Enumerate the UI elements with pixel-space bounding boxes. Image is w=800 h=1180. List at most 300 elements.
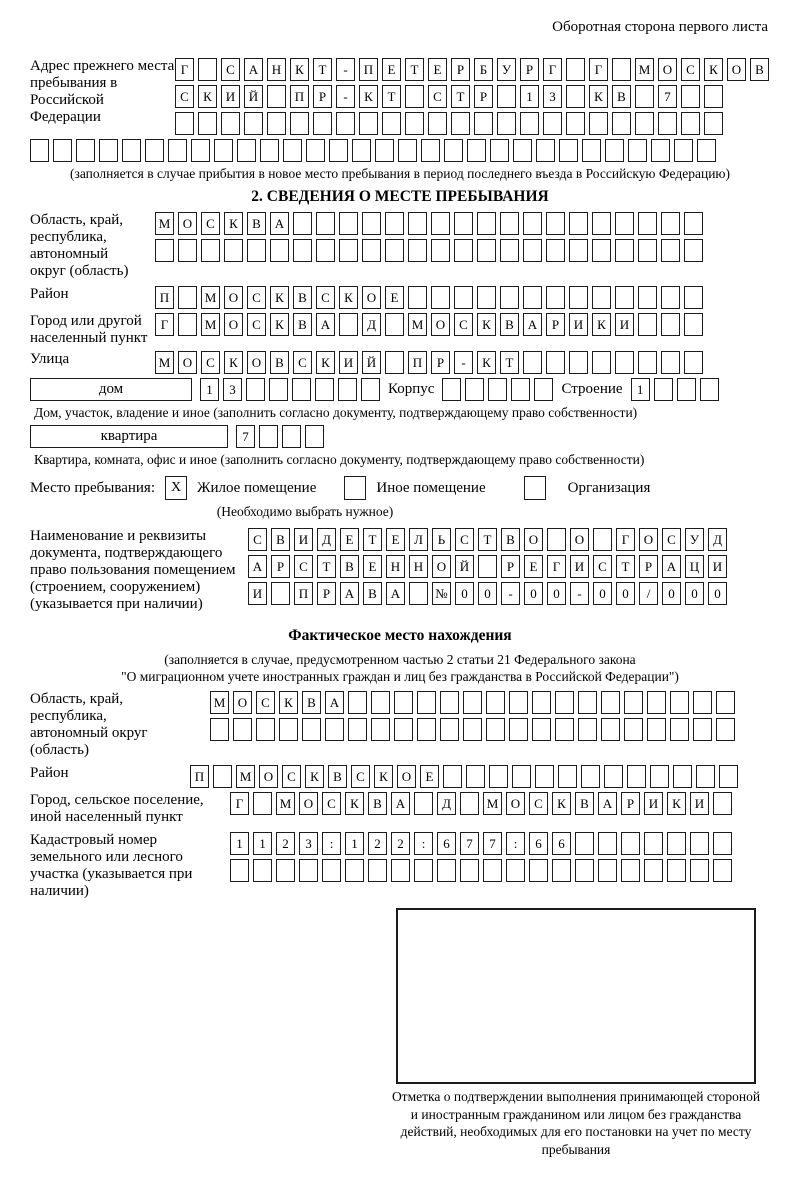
char-cell[interactable]: В: [340, 555, 359, 578]
char-cell[interactable]: С: [454, 313, 473, 336]
char-cell[interactable]: [534, 378, 553, 401]
char-cell[interactable]: К: [316, 351, 335, 374]
char-cell[interactable]: 3: [543, 85, 562, 108]
char-cell[interactable]: [348, 691, 367, 714]
char-cell[interactable]: [30, 139, 49, 162]
char-cell[interactable]: Д: [708, 528, 727, 551]
char-cell[interactable]: О: [658, 58, 677, 81]
char-cell[interactable]: [270, 239, 289, 262]
char-cell[interactable]: [489, 765, 508, 788]
char-cell[interactable]: Р: [431, 351, 450, 374]
char-cell[interactable]: [569, 212, 588, 235]
char-cell[interactable]: [394, 691, 413, 714]
char-cell[interactable]: [582, 139, 601, 162]
char-cell[interactable]: [451, 112, 470, 135]
char-cell[interactable]: К: [477, 313, 496, 336]
char-cell[interactable]: [316, 239, 335, 262]
char-cell[interactable]: Н: [409, 555, 428, 578]
char-cell[interactable]: 7: [483, 832, 502, 855]
char-cell[interactable]: 7: [658, 85, 677, 108]
char-cell[interactable]: Ц: [685, 555, 704, 578]
char-cell[interactable]: [693, 718, 712, 741]
char-cell[interactable]: [145, 139, 164, 162]
char-cell[interactable]: [385, 351, 404, 374]
char-cell[interactable]: /: [639, 582, 658, 605]
char-cell[interactable]: [543, 112, 562, 135]
char-cell[interactable]: 0: [708, 582, 727, 605]
char-cell[interactable]: [684, 313, 703, 336]
char-cell[interactable]: [558, 765, 577, 788]
char-cell[interactable]: [385, 212, 404, 235]
char-cell[interactable]: Т: [478, 528, 497, 551]
char-cell[interactable]: Р: [621, 792, 640, 815]
char-cell[interactable]: А: [662, 555, 681, 578]
char-cell[interactable]: [677, 378, 696, 401]
char-cell[interactable]: О: [727, 58, 746, 81]
char-cell[interactable]: [500, 286, 519, 309]
char-cell[interactable]: [638, 239, 657, 262]
char-cell[interactable]: [443, 765, 462, 788]
char-cell[interactable]: [509, 718, 528, 741]
char-cell[interactable]: [651, 139, 670, 162]
char-cell[interactable]: Г: [230, 792, 249, 815]
char-cell[interactable]: [371, 691, 390, 714]
char-cell[interactable]: [546, 351, 565, 374]
char-cell[interactable]: [598, 832, 617, 855]
char-cell[interactable]: [421, 139, 440, 162]
char-cell[interactable]: М: [201, 313, 220, 336]
char-cell[interactable]: [592, 212, 611, 235]
char-cell[interactable]: [221, 112, 240, 135]
char-cell[interactable]: [375, 139, 394, 162]
char-cell[interactable]: [684, 286, 703, 309]
char-cell[interactable]: [593, 528, 612, 551]
char-cell[interactable]: Г: [589, 58, 608, 81]
char-cell[interactable]: 0: [616, 582, 635, 605]
char-cell[interactable]: [650, 765, 669, 788]
char-cell[interactable]: [704, 112, 723, 135]
char-cell[interactable]: [592, 239, 611, 262]
char-cell[interactable]: [213, 765, 232, 788]
char-cell[interactable]: Р: [451, 58, 470, 81]
char-cell[interactable]: Р: [271, 555, 290, 578]
char-cell[interactable]: [644, 859, 663, 882]
char-cell[interactable]: В: [575, 792, 594, 815]
char-cell[interactable]: [647, 718, 666, 741]
char-cell[interactable]: Е: [420, 765, 439, 788]
char-cell[interactable]: К: [359, 85, 378, 108]
char-cell[interactable]: [440, 718, 459, 741]
char-cell[interactable]: [292, 378, 311, 401]
char-cell[interactable]: Н: [267, 58, 286, 81]
char-cell[interactable]: [283, 139, 302, 162]
char-cell[interactable]: Т: [313, 58, 332, 81]
char-cell[interactable]: Д: [362, 313, 381, 336]
char-cell[interactable]: [247, 239, 266, 262]
char-cell[interactable]: И: [690, 792, 709, 815]
char-cell[interactable]: М: [210, 691, 229, 714]
char-cell[interactable]: В: [328, 765, 347, 788]
char-cell[interactable]: М: [635, 58, 654, 81]
char-cell[interactable]: Е: [386, 528, 405, 551]
char-cell[interactable]: [670, 718, 689, 741]
char-cell[interactable]: К: [552, 792, 571, 815]
char-cell[interactable]: И: [339, 351, 358, 374]
char-cell[interactable]: О: [431, 313, 450, 336]
char-cell[interactable]: Н: [386, 555, 405, 578]
char-cell[interactable]: [305, 425, 324, 448]
char-cell[interactable]: [483, 859, 502, 882]
char-cell[interactable]: Р: [520, 58, 539, 81]
char-cell[interactable]: 1: [200, 378, 219, 401]
char-cell[interactable]: [598, 859, 617, 882]
char-cell[interactable]: [500, 212, 519, 235]
char-cell[interactable]: И: [615, 313, 634, 336]
char-cell[interactable]: С: [593, 555, 612, 578]
char-cell[interactable]: [635, 112, 654, 135]
char-cell[interactable]: [198, 112, 217, 135]
char-cell[interactable]: [405, 112, 424, 135]
char-cell[interactable]: [336, 112, 355, 135]
char-cell[interactable]: Е: [382, 58, 401, 81]
char-cell[interactable]: О: [362, 286, 381, 309]
char-cell[interactable]: И: [570, 555, 589, 578]
char-cell[interactable]: [440, 691, 459, 714]
char-cell[interactable]: П: [190, 765, 209, 788]
char-cell[interactable]: 1: [520, 85, 539, 108]
char-cell[interactable]: [405, 85, 424, 108]
char-cell[interactable]: К: [589, 85, 608, 108]
char-cell[interactable]: Л: [409, 528, 428, 551]
char-cell[interactable]: -: [336, 85, 355, 108]
char-cell[interactable]: С: [428, 85, 447, 108]
char-cell[interactable]: [168, 139, 187, 162]
char-cell[interactable]: [269, 378, 288, 401]
char-cell[interactable]: [697, 139, 716, 162]
char-cell[interactable]: Д: [317, 528, 336, 551]
char-cell[interactable]: М: [155, 212, 174, 235]
char-cell[interactable]: П: [359, 58, 378, 81]
char-cell[interactable]: С: [248, 528, 267, 551]
char-cell[interactable]: [719, 765, 738, 788]
char-cell[interactable]: [605, 139, 624, 162]
char-cell[interactable]: [509, 691, 528, 714]
char-cell[interactable]: С: [175, 85, 194, 108]
char-cell[interactable]: [654, 378, 673, 401]
char-cell[interactable]: [552, 859, 571, 882]
char-cell[interactable]: [690, 832, 709, 855]
char-cell[interactable]: [260, 139, 279, 162]
char-cell[interactable]: [244, 112, 263, 135]
char-cell[interactable]: [661, 351, 680, 374]
char-cell[interactable]: Й: [362, 351, 381, 374]
char-cell[interactable]: [394, 718, 413, 741]
char-cell[interactable]: [371, 718, 390, 741]
char-cell[interactable]: [592, 351, 611, 374]
char-cell[interactable]: [566, 85, 585, 108]
char-cell[interactable]: [511, 378, 530, 401]
char-cell[interactable]: О: [299, 792, 318, 815]
char-cell[interactable]: -: [570, 582, 589, 605]
char-cell[interactable]: М: [408, 313, 427, 336]
char-cell[interactable]: [674, 139, 693, 162]
char-cell[interactable]: В: [247, 212, 266, 235]
char-cell[interactable]: [592, 286, 611, 309]
char-cell[interactable]: М: [155, 351, 174, 374]
char-cell[interactable]: [246, 378, 265, 401]
char-cell[interactable]: [178, 286, 197, 309]
char-cell[interactable]: [478, 555, 497, 578]
char-cell[interactable]: М: [236, 765, 255, 788]
char-cell[interactable]: [414, 859, 433, 882]
char-cell[interactable]: -: [336, 58, 355, 81]
char-cell[interactable]: И: [644, 792, 663, 815]
char-cell[interactable]: [76, 139, 95, 162]
char-cell[interactable]: [497, 85, 516, 108]
char-cell[interactable]: 0: [593, 582, 612, 605]
char-cell[interactable]: В: [293, 286, 312, 309]
char-cell[interactable]: О: [178, 351, 197, 374]
char-cell[interactable]: [693, 691, 712, 714]
char-cell[interactable]: [454, 286, 473, 309]
char-cell[interactable]: [233, 718, 252, 741]
char-cell[interactable]: 6: [552, 832, 571, 855]
char-cell[interactable]: [667, 832, 686, 855]
char-cell[interactable]: [627, 765, 646, 788]
char-cell[interactable]: [529, 859, 548, 882]
char-cell[interactable]: [198, 58, 217, 81]
char-cell[interactable]: [178, 239, 197, 262]
char-cell[interactable]: [460, 859, 479, 882]
char-cell[interactable]: Е: [340, 528, 359, 551]
char-cell[interactable]: [454, 239, 473, 262]
char-cell[interactable]: Е: [363, 555, 382, 578]
char-cell[interactable]: [635, 85, 654, 108]
char-cell[interactable]: [532, 718, 551, 741]
char-cell[interactable]: [391, 859, 410, 882]
char-cell[interactable]: [279, 718, 298, 741]
char-cell[interactable]: В: [270, 351, 289, 374]
char-cell[interactable]: [615, 212, 634, 235]
char-cell[interactable]: [612, 112, 631, 135]
char-cell[interactable]: [700, 378, 719, 401]
char-cell[interactable]: Т: [500, 351, 519, 374]
char-cell[interactable]: 2: [391, 832, 410, 855]
char-cell[interactable]: А: [391, 792, 410, 815]
char-cell[interactable]: С: [282, 765, 301, 788]
char-cell[interactable]: [428, 112, 447, 135]
char-cell[interactable]: [535, 765, 554, 788]
char-cell[interactable]: [559, 139, 578, 162]
char-cell[interactable]: [306, 139, 325, 162]
char-cell[interactable]: 1: [345, 832, 364, 855]
char-cell[interactable]: [409, 582, 428, 605]
kvartira-field-box[interactable]: квартира: [30, 425, 228, 448]
char-cell[interactable]: 7: [236, 425, 255, 448]
char-cell[interactable]: [382, 112, 401, 135]
char-cell[interactable]: [569, 286, 588, 309]
char-cell[interactable]: Р: [546, 313, 565, 336]
char-cell[interactable]: [497, 112, 516, 135]
char-cell[interactable]: С: [294, 555, 313, 578]
char-cell[interactable]: В: [293, 313, 312, 336]
char-cell[interactable]: [477, 286, 496, 309]
char-cell[interactable]: [681, 85, 700, 108]
char-cell[interactable]: А: [316, 313, 335, 336]
char-cell[interactable]: [638, 212, 657, 235]
char-cell[interactable]: [256, 718, 275, 741]
char-cell[interactable]: [555, 718, 574, 741]
char-cell[interactable]: О: [570, 528, 589, 551]
char-cell[interactable]: 0: [478, 582, 497, 605]
char-cell[interactable]: [624, 718, 643, 741]
char-cell[interactable]: [348, 718, 367, 741]
char-cell[interactable]: [658, 112, 677, 135]
char-cell[interactable]: [276, 859, 295, 882]
char-cell[interactable]: [713, 832, 732, 855]
char-cell[interactable]: О: [432, 555, 451, 578]
char-cell[interactable]: С: [662, 528, 681, 551]
char-cell[interactable]: [408, 212, 427, 235]
char-cell[interactable]: С: [529, 792, 548, 815]
char-cell[interactable]: И: [294, 528, 313, 551]
char-cell[interactable]: [684, 351, 703, 374]
char-cell[interactable]: [338, 378, 357, 401]
char-cell[interactable]: Т: [451, 85, 470, 108]
char-cell[interactable]: [681, 112, 700, 135]
char-cell[interactable]: [175, 112, 194, 135]
char-cell[interactable]: В: [612, 85, 631, 108]
char-cell[interactable]: [385, 313, 404, 336]
char-cell[interactable]: [271, 582, 290, 605]
char-cell[interactable]: О: [233, 691, 252, 714]
char-cell[interactable]: С: [681, 58, 700, 81]
char-cell[interactable]: [604, 765, 623, 788]
char-cell[interactable]: [214, 139, 233, 162]
char-cell[interactable]: [414, 792, 433, 815]
char-cell[interactable]: К: [198, 85, 217, 108]
char-cell[interactable]: И: [221, 85, 240, 108]
char-cell[interactable]: И: [248, 582, 267, 605]
char-cell[interactable]: [122, 139, 141, 162]
char-cell[interactable]: 0: [685, 582, 704, 605]
char-cell[interactable]: К: [224, 212, 243, 235]
char-cell[interactable]: -: [454, 351, 473, 374]
char-cell[interactable]: [454, 212, 473, 235]
char-cell[interactable]: [460, 792, 479, 815]
char-cell[interactable]: Е: [385, 286, 404, 309]
char-cell[interactable]: [684, 212, 703, 235]
char-cell[interactable]: 3: [223, 378, 242, 401]
char-cell[interactable]: М: [276, 792, 295, 815]
char-cell[interactable]: В: [501, 528, 520, 551]
char-cell[interactable]: 2: [276, 832, 295, 855]
char-cell[interactable]: [612, 58, 631, 81]
char-cell[interactable]: [417, 718, 436, 741]
char-cell[interactable]: [230, 859, 249, 882]
char-cell[interactable]: [713, 859, 732, 882]
char-cell[interactable]: 1: [230, 832, 249, 855]
char-cell[interactable]: [442, 378, 461, 401]
char-cell[interactable]: [359, 112, 378, 135]
char-cell[interactable]: Е: [524, 555, 543, 578]
char-cell[interactable]: [523, 351, 542, 374]
char-cell[interactable]: Г: [616, 528, 635, 551]
char-cell[interactable]: 2: [368, 832, 387, 855]
char-cell[interactable]: И: [708, 555, 727, 578]
char-cell[interactable]: У: [497, 58, 516, 81]
char-cell[interactable]: К: [339, 286, 358, 309]
char-cell[interactable]: М: [483, 792, 502, 815]
char-cell[interactable]: [555, 691, 574, 714]
char-cell[interactable]: [178, 313, 197, 336]
char-cell[interactable]: Е: [428, 58, 447, 81]
char-cell[interactable]: Г: [155, 313, 174, 336]
char-cell[interactable]: Т: [616, 555, 635, 578]
char-cell[interactable]: [486, 718, 505, 741]
char-cell[interactable]: 0: [662, 582, 681, 605]
char-cell[interactable]: [716, 718, 735, 741]
char-cell[interactable]: [569, 239, 588, 262]
char-cell[interactable]: П: [408, 351, 427, 374]
char-cell[interactable]: К: [374, 765, 393, 788]
char-cell[interactable]: [465, 378, 484, 401]
char-cell[interactable]: 6: [437, 832, 456, 855]
char-cell[interactable]: [253, 859, 272, 882]
char-cell[interactable]: А: [248, 555, 267, 578]
char-cell[interactable]: [536, 139, 555, 162]
char-cell[interactable]: О: [247, 351, 266, 374]
char-cell[interactable]: [520, 112, 539, 135]
char-cell[interactable]: [523, 239, 542, 262]
char-cell[interactable]: [398, 139, 417, 162]
char-cell[interactable]: [575, 832, 594, 855]
char-cell[interactable]: [589, 112, 608, 135]
char-cell[interactable]: [313, 112, 332, 135]
char-cell[interactable]: [431, 212, 450, 235]
char-cell[interactable]: [361, 378, 380, 401]
char-cell[interactable]: [339, 313, 358, 336]
char-cell[interactable]: Р: [313, 85, 332, 108]
char-cell[interactable]: С: [201, 212, 220, 235]
char-cell[interactable]: В: [271, 528, 290, 551]
char-cell[interactable]: [362, 239, 381, 262]
char-cell[interactable]: [474, 112, 493, 135]
char-cell[interactable]: Г: [175, 58, 194, 81]
char-cell[interactable]: [690, 859, 709, 882]
char-cell[interactable]: 1: [631, 378, 650, 401]
char-cell[interactable]: В: [302, 691, 321, 714]
char-cell[interactable]: А: [523, 313, 542, 336]
char-cell[interactable]: А: [386, 582, 405, 605]
char-cell[interactable]: [191, 139, 210, 162]
char-cell[interactable]: [417, 691, 436, 714]
char-cell[interactable]: [339, 239, 358, 262]
char-cell[interactable]: П: [290, 85, 309, 108]
char-cell[interactable]: :: [322, 832, 341, 855]
char-cell[interactable]: [621, 832, 640, 855]
char-cell[interactable]: [546, 286, 565, 309]
char-cell[interactable]: [566, 112, 585, 135]
char-cell[interactable]: К: [704, 58, 723, 81]
char-cell[interactable]: [661, 239, 680, 262]
char-cell[interactable]: В: [500, 313, 519, 336]
char-cell[interactable]: [644, 832, 663, 855]
char-cell[interactable]: [638, 313, 657, 336]
char-cell[interactable]: [670, 691, 689, 714]
char-cell[interactable]: [716, 691, 735, 714]
char-cell[interactable]: Т: [382, 85, 401, 108]
